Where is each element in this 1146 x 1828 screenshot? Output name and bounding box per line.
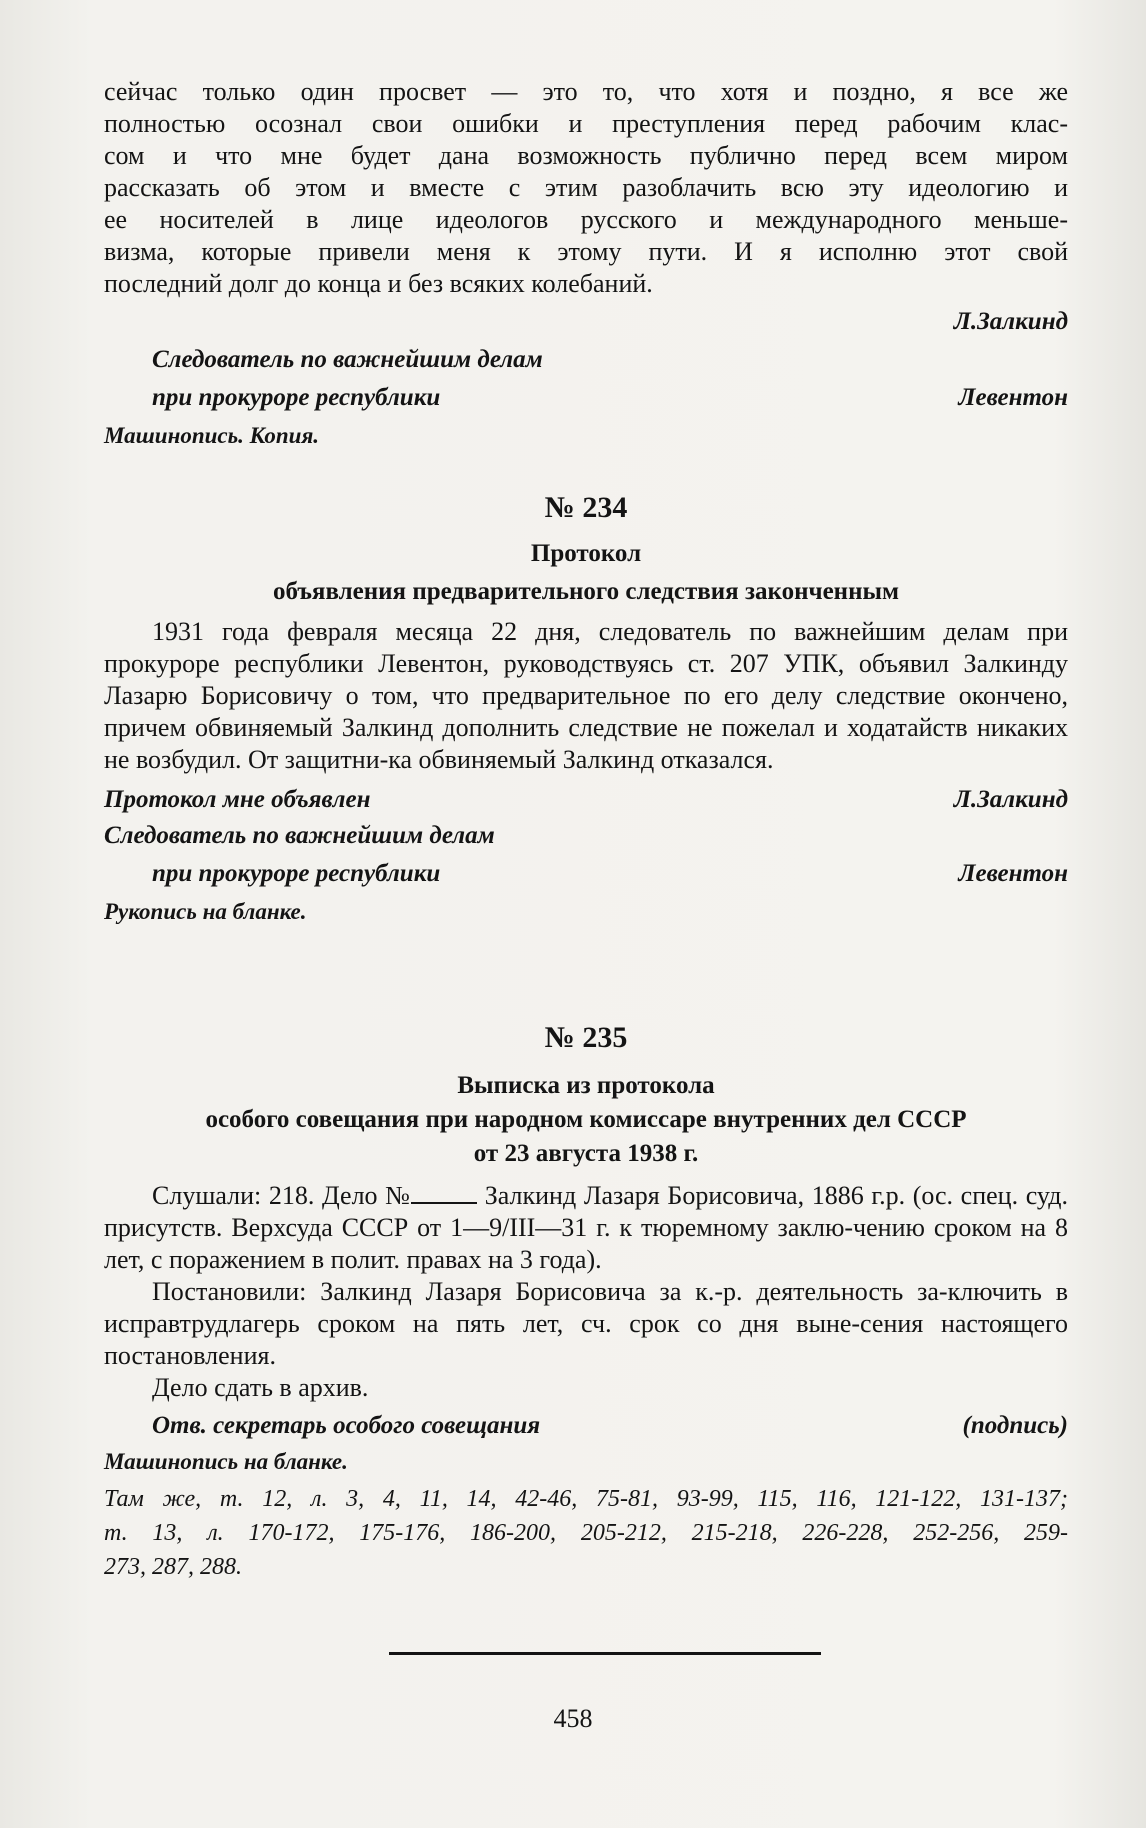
intro-block — [104, 76, 1068, 452]
investigator-line1: Следователь по важнейшим делам — [152, 346, 543, 373]
announced-label: Протокол мне объявлен — [104, 786, 371, 813]
investigator-line2: при прокуроре республики — [152, 860, 441, 887]
doc234-title1: Протокол — [530, 540, 642, 567]
doc234-block — [104, 490, 1068, 928]
source-reference — [104, 1482, 1068, 1584]
case-number-blank — [411, 1201, 477, 1204]
intro-note: Машинопись. Копия. — [104, 423, 320, 448]
heard-prefix: Слушали: 218. Дело № — [152, 1181, 412, 1210]
intro-line: ее носителей в лице идеологов русского и международного меньше- — [104, 205, 1068, 234]
doc235-archive: Дело сдать в архив. — [152, 1373, 369, 1402]
doc235-title3: от 23 августа 1938 г. — [473, 1140, 699, 1167]
intro-line: сейчас только один просвет — это то, что хотя и поздно, я все же — [104, 77, 1068, 106]
doc234-title2: объявления предварительного следствия законченным — [272, 578, 900, 605]
secretary-label: Отв. секретарь особого совещания — [152, 1412, 541, 1439]
doc235-heard — [104, 1180, 1068, 1276]
doc234-number: № 234 — [544, 491, 628, 524]
doc235-secretary-row — [104, 1410, 1068, 1442]
source-line: Там же, т. 12, л. 3, 4, 11, 14, 42-46, 75-81, 93-99, 115, 116, 121-122, 131-137; — [104, 1486, 1068, 1512]
closing-rule — [389, 1652, 821, 1655]
intro-investigator-row — [104, 382, 1068, 414]
intro-line: последний долг до конца и без всяких колебаний. — [104, 269, 653, 298]
intro-line: полностью осознал свои ошибки и преступления перед рабочим клас- — [104, 109, 1068, 138]
intro-line: визма, которые привели меня к этому пути. И я исполню этот свой — [104, 237, 1068, 266]
doc235-note: Машинопись на бланке. — [104, 1449, 348, 1474]
doc234-announced-row — [104, 784, 1068, 816]
source-line: т. 13, л. 170-172, 175-176, 186-200, 205-212, 215-218, 226-228, 252-256, 259- — [104, 1520, 1068, 1546]
doc235-decided: Постановили: Залкинд Лазаря Борисовича за к.-р. деятельность за-ключить в исправтрудлагерь сроком на пять лет, сч. срок со дня выне-сения настоящего постановления. — [104, 1277, 1068, 1370]
investigator-name: Левентон — [958, 384, 1068, 411]
investigator-line2: при прокуроре республики — [152, 384, 441, 411]
doc234-text: 1931 года февраля месяца 22 дня, следователь по важнейшим делам при прокуроре республики Левентон, руководствуясь ст. 207 УПК, объявил Залкинду Лазарю Борисовичу о том, что предварительное по его делу следствие окончено, причем обвиняемый Залкинд дополнить следствие не пожелал и ходатайств никаких не возбудил. От защитни-ка обвиняемый Залкинд отказался. — [104, 617, 1068, 774]
intro-signature: Л.Залкинд — [953, 308, 1068, 335]
page-number: 458 — [553, 1704, 593, 1733]
intro-investigator-title — [104, 344, 1068, 376]
announced-signature: Л.Залкинд — [953, 786, 1068, 813]
intro-paragraph — [104, 76, 1068, 300]
doc235-title2: особого совещания при народном комиссаре внутренних дел СССР — [205, 1106, 967, 1133]
doc235-title1: Выписка из протокола — [457, 1072, 715, 1099]
heard-rest: Залкинд Лазаря Борисовича, 1886 г.р. (ос. спец. суд. присутств. Верхсуда СССР от 1—9/III—31 г. к тюремному заклю-чению сроком на 8 лет, с поражением в полит. правах на 3 года). — [104, 1181, 1068, 1274]
source-line: 273, 287, 288. — [104, 1554, 242, 1580]
doc234-investigator-title — [104, 820, 1068, 852]
secretary-sign: (подпись) — [962, 1412, 1068, 1439]
doc235-block — [104, 1020, 1068, 1584]
investigator-line1: Следователь по важнейшим делам — [104, 822, 495, 849]
investigator-name: Левентон — [958, 860, 1068, 887]
intro-line: сом и что мне будет дана возможность публично перед всем миром — [104, 141, 1068, 170]
doc234-note: Рукопись на бланке. — [104, 899, 307, 924]
intro-line: рассказать об этом и вместе с этим разоблачить всю эту идеологию и — [104, 173, 1068, 202]
doc235-number: № 235 — [544, 1021, 628, 1054]
doc234-investigator-row — [104, 858, 1068, 890]
